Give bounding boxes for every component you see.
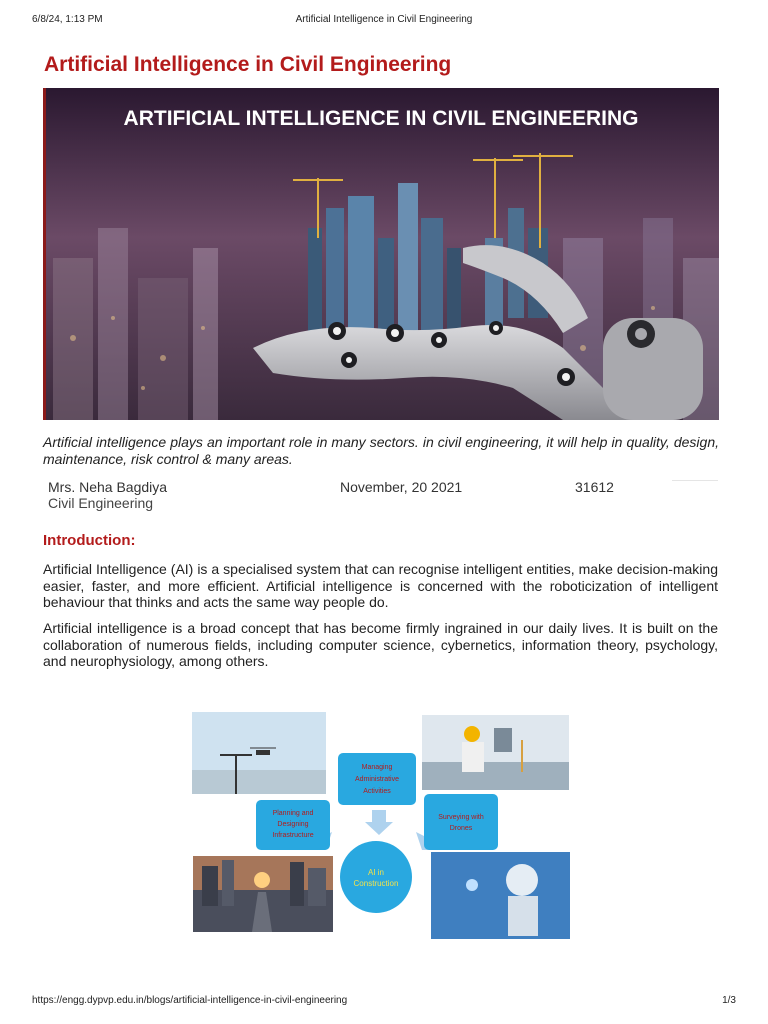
image-caption: Artificial intelligence plays an important role in many sectors. in civil engineering, it will help in quality, design, maintenance, risk control & many areas. <box>43 434 719 467</box>
robot-photo <box>431 852 570 939</box>
box-surveying-line: Surveying with <box>438 814 484 821</box>
box-planning-line: Planning and <box>272 810 314 817</box>
center-line: Construction <box>353 879 399 888</box>
print-header <box>32 14 736 28</box>
paragraph: Artificial Intelligence (AI) is a specialised system that can recognise intelligent entities, make decision-making easier, faster, and more efficient. Artificial intelligence is concerned with the roboticization of intelligent behaviour that thinks and acts the same way people do. <box>43 561 718 610</box>
box-planning-line: Infrastructure <box>272 832 314 839</box>
box-admin-line: Managing <box>361 764 393 771</box>
box-admin-line: Activities <box>363 788 391 795</box>
divider <box>672 480 718 481</box>
publish-date: November, 20 2021 <box>340 479 463 495</box>
print-datetime: 6/8/24, 1:13 PM <box>32 14 103 25</box>
hero-image <box>43 88 719 420</box>
hero-banner-text: ARTIFICIAL INTELLIGENCE IN CIVIL ENGINEERING <box>123 107 639 130</box>
view-count: 31612 <box>575 479 614 495</box>
author-department: Civil Engineering <box>48 495 154 511</box>
page-url[interactable]: https://engg.dypvp.edu.in/blogs/artificial-intelligence-in-civil-engineering <box>32 995 348 1006</box>
box-planning <box>256 800 330 850</box>
paragraph: Artificial intelligence is a broad concept that has become firmly ingrained in our daily lives. It is built on the collaboration of numerous fields, including computer science, cybernetics, information theory, psychology, and neurophysiology, among others. <box>43 620 718 669</box>
print-title: Artificial Intelligence in Civil Engineering <box>295 14 473 25</box>
ai-construction-diagram <box>192 710 572 942</box>
box-admin <box>338 753 416 805</box>
center-line: AI in <box>367 868 385 877</box>
section-heading: Introduction: <box>43 532 136 549</box>
box-surveying <box>424 794 498 850</box>
box-planning-line: Designing <box>277 821 309 828</box>
page-number: 1/3 <box>722 995 736 1006</box>
city-photo <box>193 856 333 932</box>
print-footer <box>32 995 736 1007</box>
author-name[interactable]: Mrs. Neha Bagdiya <box>48 479 168 495</box>
drone-photo <box>192 712 326 794</box>
page-title: Artificial Intelligence in Civil Engineering <box>44 53 452 76</box>
box-surveying-line: Drones <box>449 825 473 832</box>
box-admin-line: Administrative <box>355 776 399 783</box>
engineer-photo <box>422 715 569 790</box>
center-circle <box>340 841 412 913</box>
